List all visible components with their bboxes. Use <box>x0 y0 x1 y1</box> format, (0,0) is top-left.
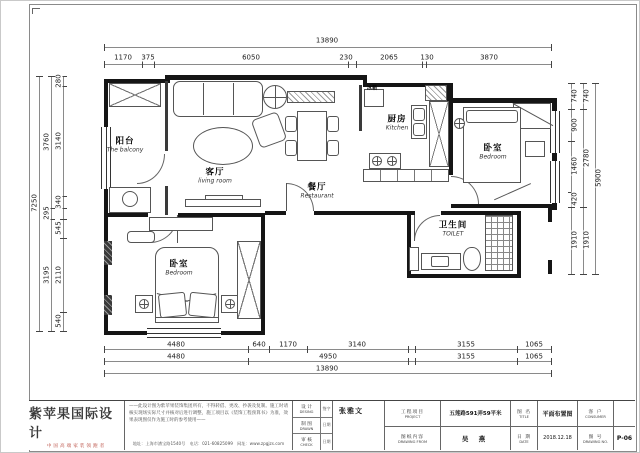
tick <box>592 274 599 275</box>
tick <box>551 358 552 365</box>
tick <box>551 44 552 51</box>
tick <box>36 76 43 77</box>
dim-line <box>63 76 64 331</box>
project-label-en: PROJECT <box>404 414 421 419</box>
sink-basin <box>413 123 425 136</box>
dim-right-inner-0: 740 <box>570 89 579 103</box>
designer-name: 张雅文 <box>339 407 363 415</box>
dim-bottom1-0: 4480 <box>167 340 185 349</box>
dim-left-mid-2: 3195 <box>42 266 51 284</box>
door-leaf <box>286 183 287 211</box>
chair <box>327 140 339 156</box>
dim-left-inner-1: 3140 <box>54 132 63 150</box>
sign-label-en: CHECK <box>300 443 313 448</box>
tick <box>422 61 423 68</box>
dim-right-outer: 5900 <box>594 169 603 187</box>
customer-label-cell <box>578 401 614 450</box>
tick <box>356 61 357 68</box>
tick <box>104 358 105 365</box>
project-value-cell <box>441 401 511 450</box>
room-label-kitchen <box>386 116 409 133</box>
tick <box>551 370 552 377</box>
dim-line <box>39 76 40 331</box>
tick <box>154 61 155 68</box>
room-name-en: Bedroom <box>165 269 193 277</box>
wall <box>451 204 557 208</box>
tick <box>580 109 587 110</box>
headboard <box>155 317 219 323</box>
number-value-cell <box>614 401 635 450</box>
lamp <box>454 118 465 129</box>
number-label-en: DRAWING NO. <box>582 439 609 444</box>
tick <box>36 331 43 332</box>
tick <box>348 61 349 68</box>
chair <box>327 116 339 132</box>
drawing-date: 2018.12.18 <box>543 435 572 442</box>
room-name-en: Kitchen <box>385 124 409 132</box>
room-label-bedroom-left <box>165 261 192 278</box>
dim-top-6: 3870 <box>480 53 498 62</box>
number-label-zh: 图 号 <box>588 434 603 440</box>
dim-bottom1-5: 1065 <box>525 340 543 349</box>
tv-cabinet <box>185 199 261 207</box>
drawing-number: P-06 <box>616 434 633 442</box>
wall <box>104 79 108 129</box>
tick <box>551 61 552 68</box>
dim-right-mid-1: 2780 <box>582 149 591 167</box>
desk-chair <box>127 231 155 243</box>
basin <box>431 256 449 267</box>
kitchen-cabinet <box>429 101 449 167</box>
corner-mark <box>32 8 33 14</box>
disclaimer-block <box>125 401 293 450</box>
date-label-zh: 日 期 <box>516 434 532 440</box>
wall <box>314 211 409 215</box>
wall <box>104 213 148 217</box>
dim-bottom2-2: 3155 <box>457 352 475 361</box>
content-label-zh: 图纸内容 <box>400 434 425 440</box>
sign-label-en: DRAWN <box>299 426 314 431</box>
room-label-living <box>198 169 232 186</box>
dim-left-outer: 7250 <box>30 194 39 212</box>
corner-mark <box>32 8 40 9</box>
sign-side: 日期 <box>320 418 332 434</box>
room-name-en: Restaurant <box>300 192 334 200</box>
dim-line <box>104 361 551 362</box>
tick <box>568 274 575 275</box>
room-name-en: Bedroom <box>479 153 507 161</box>
room-name-en: TOILET <box>442 230 464 238</box>
wall <box>265 211 286 215</box>
balcony-cabinet <box>109 83 161 107</box>
sign-row-drawn <box>293 418 332 435</box>
door-leaf <box>414 215 415 241</box>
dim-line <box>104 349 551 350</box>
company-tagline: 中国高端家装领跑者 <box>46 443 107 449</box>
project-label-zh: 工程项目 <box>400 409 425 415</box>
dim-bottom2-1: 4950 <box>319 352 337 361</box>
fridge-label: 冰箱 <box>366 85 378 92</box>
tick <box>580 274 587 275</box>
wall <box>517 211 521 278</box>
tick <box>517 358 518 365</box>
tick <box>142 61 143 68</box>
dim-bottom1-3: 3140 <box>348 340 366 349</box>
wall <box>449 83 453 175</box>
tick <box>104 61 105 68</box>
dim-right-inner-4: 1910 <box>570 231 579 249</box>
wall <box>407 274 521 278</box>
sideboard <box>287 91 335 103</box>
room-label-balcony <box>107 138 144 155</box>
title-label-cell <box>511 401 538 450</box>
sofa-cushion-line <box>233 83 234 115</box>
dim-bottom1-4: 3155 <box>457 340 475 349</box>
window <box>550 161 560 203</box>
dim-left-inner-2: 340 <box>54 195 63 209</box>
wall <box>165 75 367 80</box>
room-name-zh: 厨房 <box>387 114 407 125</box>
pillow <box>158 292 187 319</box>
dim-line <box>104 373 551 374</box>
room-label-dining <box>300 184 333 201</box>
desk <box>149 217 213 231</box>
wall <box>165 186 168 215</box>
wall <box>261 213 265 335</box>
dim-left-inner-4: 2110 <box>54 266 63 284</box>
tick <box>415 358 416 365</box>
tick <box>580 207 587 208</box>
dim-bottom-total: 13890 <box>315 364 339 373</box>
customer-label-zh: 客 户 <box>588 409 603 415</box>
tick <box>104 346 105 353</box>
tick <box>551 346 552 353</box>
duct <box>425 85 447 101</box>
sofa-cushion-line <box>203 83 204 115</box>
tick <box>568 83 575 84</box>
room-label-bedroom-right <box>479 145 506 162</box>
drawing-frame <box>29 4 637 452</box>
tick <box>517 346 518 353</box>
sign-label-zh: 设 计 <box>301 404 312 410</box>
dim-right-inner-3: 420 <box>570 192 579 206</box>
dim-left-mid-0: 3760 <box>42 133 51 151</box>
kitchen-counter <box>363 169 449 182</box>
project-label-cell <box>385 401 441 450</box>
window <box>147 328 221 338</box>
dim-bottom1-1: 640 <box>252 340 266 349</box>
dim-bottom2-0: 4480 <box>167 352 185 361</box>
wardrobe <box>237 241 261 319</box>
dim-left-mid-1: 295 <box>42 206 51 220</box>
disclaimer-text: ——此设计图为紫苹果装饰集团所有，不得转借、更改、抄袭及复制。施工时请核实现场实际尺寸并核对后进行调整，施工项目以《装饰工程预算书》为准，效果表现图仅作为施工时的参考使用—— <box>129 404 288 423</box>
shower <box>485 215 513 271</box>
dim-line <box>104 47 551 48</box>
dim-top-5: 130 <box>420 53 434 62</box>
nightstand <box>525 141 545 157</box>
room-name-zh: 卧室 <box>483 143 503 154</box>
sign-label-zh: 审 核 <box>301 438 312 444</box>
sign-side: 签字 <box>320 401 332 417</box>
toilet-shelf <box>409 247 419 271</box>
pillow <box>466 110 518 123</box>
dim-line <box>104 64 551 65</box>
lamp <box>225 299 235 309</box>
dim-top-1: 375 <box>141 53 155 62</box>
dim-line <box>51 76 52 331</box>
sofa <box>173 81 263 117</box>
dim-right-mid-2: 1910 <box>582 231 591 249</box>
room-name-zh: 卫生间 <box>438 220 468 231</box>
tick <box>104 44 105 51</box>
tick <box>426 61 427 68</box>
room-name-zh: 阳台 <box>115 136 135 147</box>
room-name-en: living room <box>198 177 232 185</box>
pillow <box>188 292 217 319</box>
room-name-zh: 卧室 <box>169 259 189 270</box>
tick <box>60 238 67 239</box>
tick <box>248 346 249 353</box>
customer-label-en: CONSUMER <box>585 414 606 419</box>
tick <box>60 331 67 332</box>
wall <box>548 260 552 274</box>
sign-label-en: DESING <box>299 409 314 414</box>
company-address: 地址：上海市漕宝路1540号 电话：021-60825099 网址：www.zpgjzs.com <box>132 441 285 446</box>
tick <box>568 141 575 142</box>
tick <box>415 346 416 353</box>
fridge <box>364 89 384 107</box>
window <box>101 127 111 189</box>
burner <box>372 156 382 166</box>
tv <box>205 195 243 200</box>
content-label-en: DRAWING FROM <box>397 439 428 444</box>
window <box>550 111 560 153</box>
sign-row-design <box>293 401 332 418</box>
content-value: 吴 燕 <box>461 434 490 443</box>
dim-top-2: 6050 <box>242 53 260 62</box>
title-block <box>29 400 635 450</box>
chair <box>285 116 297 132</box>
chair <box>285 140 297 156</box>
company-logo <box>29 401 125 450</box>
dim-bottom2-3: 1065 <box>525 352 543 361</box>
sign-table <box>293 401 333 450</box>
washer-drum <box>122 191 138 207</box>
wall-pier <box>104 295 112 315</box>
title-label-zh: 图 名 <box>516 409 532 415</box>
dim-right-inner-1: 900 <box>570 118 579 132</box>
dim-top-0: 1170 <box>114 53 132 62</box>
dim-left-inner-3: 545 <box>54 221 63 235</box>
tick <box>408 346 409 353</box>
wall-pier <box>104 241 112 265</box>
coffee-table <box>193 127 253 165</box>
sign-side: 日期 <box>320 434 332 450</box>
dim-top-4: 2065 <box>380 53 398 62</box>
dim-left-inner-0: 280 <box>54 74 63 88</box>
designer-cell <box>333 401 385 450</box>
dim-right-inner-2: 1460 <box>570 157 579 175</box>
dining-table <box>297 111 327 161</box>
room-name-zh: 客厅 <box>205 167 225 178</box>
side-table <box>263 85 287 109</box>
room-name-zh: 餐厅 <box>307 182 327 193</box>
tick <box>580 83 587 84</box>
tick <box>592 83 599 84</box>
tick <box>269 346 270 353</box>
tick <box>104 370 105 377</box>
sink-basin <box>413 108 425 121</box>
tick <box>568 109 575 110</box>
wall <box>165 81 168 151</box>
lamp <box>139 299 149 309</box>
dim-top-3: 230 <box>339 53 353 62</box>
tick <box>307 346 308 353</box>
sign-label-zh: 制 图 <box>301 421 312 427</box>
title-value-cell <box>538 401 578 450</box>
tick <box>48 331 55 332</box>
sign-row-check <box>293 434 332 450</box>
tick <box>248 358 249 365</box>
company-name: 紫苹果国际设计 <box>29 406 114 441</box>
wall <box>548 208 552 222</box>
burner <box>387 156 397 166</box>
dim-right-mid-0: 740 <box>582 89 591 103</box>
wall <box>359 85 362 131</box>
room-label-toilet <box>439 222 468 239</box>
tick <box>408 358 409 365</box>
room-name-en: The balcony <box>106 146 144 154</box>
dim-bottom1-2: 1170 <box>279 340 297 349</box>
project-value: 五莲路591弄59平米 <box>449 411 502 418</box>
drawing-title: 平面布置图 <box>542 410 573 418</box>
toilet-bowl <box>463 247 481 271</box>
title-label-en: TITLE <box>519 414 529 419</box>
date-label-en: DATE <box>519 439 529 444</box>
dim-left-inner-5: 540 <box>54 314 63 328</box>
tick <box>568 207 575 208</box>
dim-top-total: 13890 <box>315 36 339 45</box>
